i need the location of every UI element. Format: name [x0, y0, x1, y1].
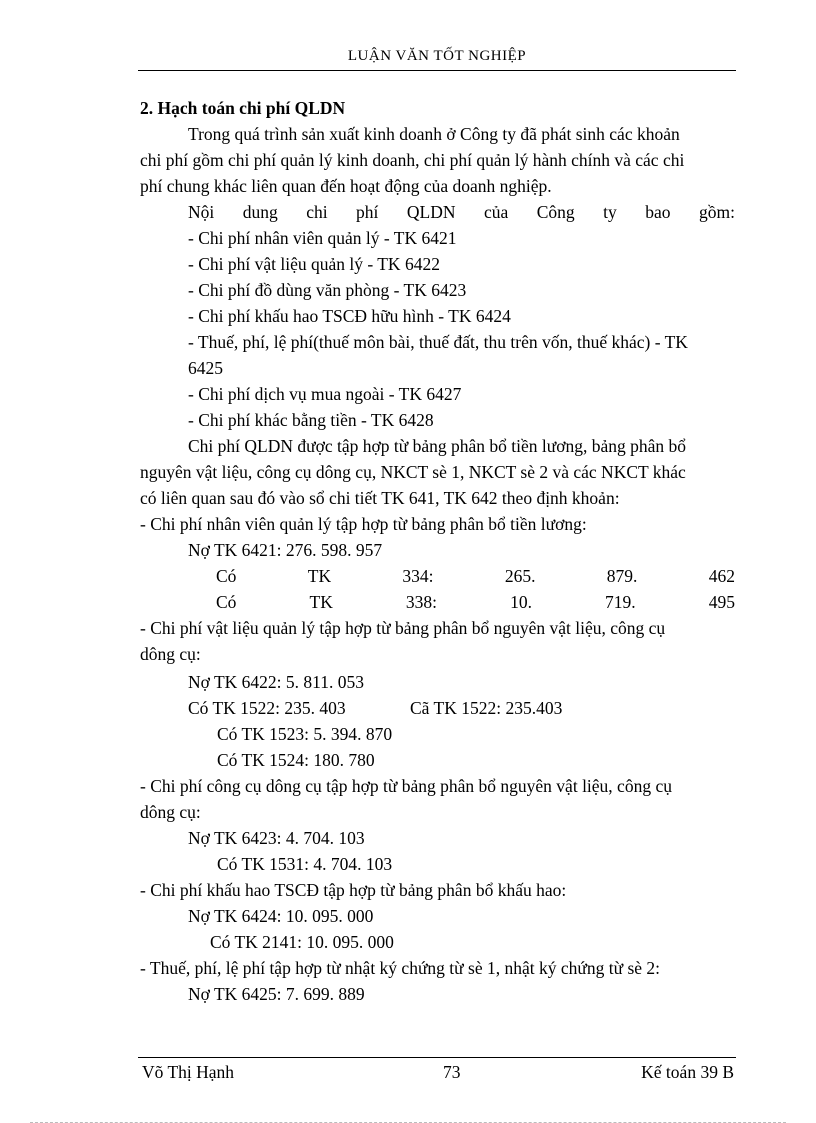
- list-item: - Chi phí dịch vụ mua ngoài - TK 6427: [188, 384, 462, 404]
- word: QLDN: [406, 202, 456, 222]
- debit-entry: Nợ TK 6421: 276. 598. 957: [188, 540, 383, 560]
- entry-word: Có: [216, 566, 237, 586]
- header-rule: [138, 70, 736, 71]
- entry-word: 338:: [405, 592, 438, 612]
- entry-word: 10.: [510, 592, 532, 612]
- entry-intro: dông cụ:: [140, 802, 201, 822]
- entry-word: 879.: [606, 566, 638, 586]
- word: gồm:: [698, 202, 735, 222]
- credit-entry: Có TK 1531: 4. 704. 103: [217, 854, 393, 874]
- word: ty: [603, 202, 617, 222]
- list-item: 6425: [188, 358, 223, 378]
- running-header: LUẬN VĂN TỐT NGHIỆP: [347, 48, 527, 64]
- list-item: - Thuế, phí, lệ phí(thuế môn bài, thuế đất, thu trên vốn, thuế khác) - TK: [188, 332, 688, 352]
- entry-intro: - Chi phí công cụ dông cụ tập hợp từ bảng phân bổ nguyên vật liệu, công cụ: [140, 776, 672, 796]
- debit-entry: Nợ TK 6422: 5. 811. 053: [188, 672, 364, 692]
- justified-paragraph-line: [188, 199, 735, 225]
- footer-author: Võ Thị Hạnh: [142, 1062, 235, 1082]
- word: Nội: [188, 202, 215, 222]
- word: của: [483, 202, 509, 222]
- list-item: - Chi phí vật liệu quản lý - TK 6422: [188, 254, 440, 274]
- credit-entry-alt: Cã TK 1522: 235.403: [410, 698, 563, 718]
- entry-word: TK: [307, 566, 332, 586]
- footer-class: Kế toán 39 B: [641, 1062, 734, 1082]
- entry-word: Có: [216, 592, 237, 612]
- credit-entry: Có TK 1522: 235. 403: [188, 698, 346, 718]
- page-footer: [138, 1062, 736, 1088]
- credit-entry: [216, 589, 735, 615]
- entry-word: 334:: [402, 566, 434, 586]
- entry-intro: - Chi phí vật liệu quản lý tập hợp từ bảng phân bổ nguyên vật liệu, công cụ: [140, 618, 666, 638]
- word: Công: [536, 202, 575, 222]
- entry-intro: dông cụ:: [140, 644, 201, 664]
- section-heading: 2. Hạch toán chi phí QLDN: [140, 98, 346, 118]
- entry-word: 719.: [605, 592, 636, 612]
- debit-entry: Nợ TK 6423: 4. 704. 103: [188, 828, 365, 848]
- entry-intro: - Thuế, phí, lệ phí tập hợp từ nhật ký chứng từ sè 1, nhật ký chứng từ sè 2:: [140, 958, 661, 978]
- paragraph-line: Chi phí QLDN được tập hợp từ bảng phân bổ tiền lương, bảng phân bổ: [188, 436, 687, 456]
- paragraph-line: chi phí gồm chi phí quản lý kinh doanh, chi phí quản lý hành chính và các chi: [140, 150, 685, 170]
- list-item: - Chi phí khấu hao TSCĐ hữu hình - TK 6424: [188, 306, 511, 326]
- paragraph-line: Trong quá trình sản xuất kinh doanh ở Công ty đã phát sinh các khoản: [188, 124, 680, 144]
- word: bao: [645, 202, 671, 222]
- entry-intro: - Chi phí nhân viên quản lý tập hợp từ bảng phân bổ tiền lương:: [140, 514, 587, 534]
- entry-word: 265.: [504, 566, 536, 586]
- word: chi: [306, 202, 328, 222]
- word: phí: [356, 202, 379, 222]
- page-number: 73: [443, 1062, 461, 1082]
- word: dung: [242, 202, 278, 222]
- debit-entry: Nợ TK 6424: 10. 095. 000: [188, 906, 374, 926]
- list-item: - Chi phí khác bằng tiền - TK 6428: [188, 410, 434, 430]
- entry-word: TK: [309, 592, 333, 612]
- list-item: - Chi phí đồ dùng văn phòng - TK 6423: [188, 280, 467, 300]
- entry-word: 495: [708, 592, 735, 612]
- debit-entry: Nợ TK 6425: 7. 699. 889: [188, 984, 365, 1004]
- paragraph-line: nguyên vật liệu, công cụ dông cụ, NKCT sè 1, NKCT sè 2 và các NKCT khác: [140, 462, 686, 482]
- credit-entry: [216, 563, 735, 589]
- footer-rule: [138, 1057, 736, 1058]
- credit-entry: Có TK 1523: 5. 394. 870: [217, 724, 393, 744]
- credit-entry: Có TK 2141: 10. 095. 000: [210, 932, 394, 952]
- entry-word: 462: [708, 566, 735, 586]
- paragraph-line: phí chung khác liên quan đến hoạt động của doanh nghiệp.: [140, 176, 552, 196]
- credit-entry: Có TK 1524: 180. 780: [217, 750, 375, 770]
- list-item: - Chi phí nhân viên quản lý - TK 6421: [188, 228, 457, 248]
- paragraph-line: có liên quan sau đó vào sổ chi tiết TK 641, TK 642 theo định khoản:: [140, 488, 620, 508]
- entry-intro: - Chi phí khấu hao TSCĐ tập hợp từ bảng phân bổ khấu hao:: [140, 880, 567, 900]
